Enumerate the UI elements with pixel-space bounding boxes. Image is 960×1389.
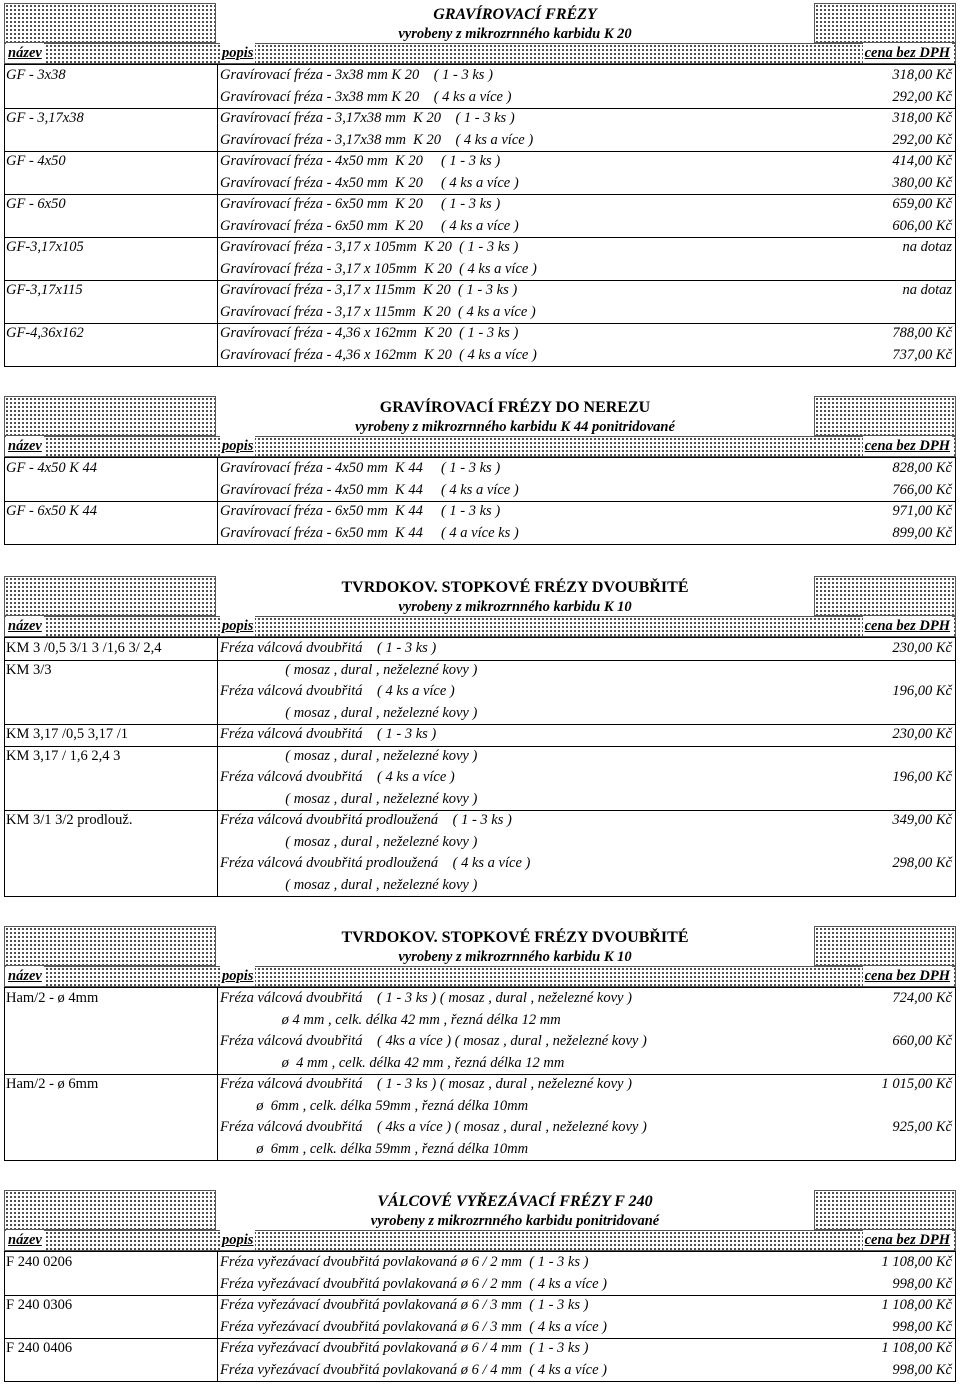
item-code: KM 3,17 /0,5 3,17 /1 xyxy=(6,726,129,742)
item-code xyxy=(6,173,216,195)
item-description: Fréza vyřezávací dvoubřitá povlakovaná ø 6 / 2 mm ( 1 - 3 ks ) xyxy=(220,1254,589,1270)
item-price: 737,00 Kč xyxy=(892,346,952,363)
item-description: ( mosaz , dural , neželezné kovy ) xyxy=(220,747,478,764)
item-description: ( mosaz , dural , neželezné kovy ) xyxy=(220,790,478,807)
item-code xyxy=(6,1317,216,1339)
item-price: 998,00 Kč xyxy=(892,1361,952,1378)
item-code xyxy=(6,1053,216,1075)
item-price: 998,00 Kč xyxy=(892,1318,952,1335)
item-description: ø 6mm , celk. délka 59mm , řezná délka 10mm xyxy=(220,1140,529,1157)
section-title: GRAVÍROVACÍ FRÉZY xyxy=(433,6,597,23)
dotted-panel-left xyxy=(4,3,216,43)
header-description: popis xyxy=(222,968,254,984)
item-description: ( mosaz , dural , neželezné kovy ) xyxy=(220,661,478,678)
item-description: Gravírovací fréza - 4,36 x 162mm K 20 ( 4 ks a více ) xyxy=(220,346,537,363)
section-subtitle: vyrobeny z mikrozrnného karbidu K 10 xyxy=(398,949,632,965)
item-description: ø 6mm , celk. délka 59mm , řezná délka 10mm xyxy=(220,1097,529,1114)
item-price: 899,00 Kč xyxy=(892,524,952,541)
item-code: GF - 3,17x38 xyxy=(6,110,84,126)
item-code: Ham/2 - ø 4mm xyxy=(6,990,99,1006)
item-price xyxy=(814,1053,952,1075)
item-description: Gravírovací fréza - 4x50 mm K 44 ( 1 - 3 ks ) xyxy=(220,460,501,476)
item-price xyxy=(814,703,952,725)
item-price: 292,00 Kč xyxy=(892,88,952,105)
item-price: 1 108,00 Kč xyxy=(881,1254,952,1270)
item-price: 766,00 Kč xyxy=(892,481,952,498)
header-row-background xyxy=(4,966,956,987)
item-price: 925,00 Kč xyxy=(892,1119,952,1135)
item-price xyxy=(814,789,952,811)
item-price xyxy=(814,1010,952,1032)
item-code xyxy=(6,480,216,502)
header-price: cena bez DPH xyxy=(864,968,950,984)
item-price: 1 108,00 Kč xyxy=(881,1297,952,1313)
item-description: Gravírovací fréza - 4x50 mm K 20 ( 1 - 3 ks ) xyxy=(220,153,501,169)
item-code xyxy=(6,681,216,703)
item-description: Fréza válcová dvoubřitá ( 4 ks a více ) xyxy=(220,769,455,785)
item-description: Gravírovací fréza - 6x50 mm K 44 ( 4 a více ks ) xyxy=(220,524,519,541)
item-price: 1 015,00 Kč xyxy=(881,1076,952,1092)
header-row-background xyxy=(4,616,956,637)
item-code xyxy=(6,853,216,875)
item-code xyxy=(6,1274,216,1296)
section-title: TVRDOKOV. STOPKOVÉ FRÉZY DVOUBŘITÉ xyxy=(341,579,689,596)
item-code xyxy=(6,875,216,897)
item-price: na dotaz xyxy=(902,239,952,255)
item-code xyxy=(6,523,216,545)
item-description: Gravírovací fréza - 3,17x38 mm K 20 ( 1 - 3 ks ) xyxy=(220,110,515,126)
section-subtitle: vyrobeny z mikrozrnného karbidu K 20 xyxy=(398,26,632,42)
item-price: 414,00 Kč xyxy=(892,153,952,169)
item-code: Ham/2 - ø 6mm xyxy=(6,1076,99,1092)
header-name: název xyxy=(8,1232,42,1248)
item-price: 196,00 Kč xyxy=(892,769,952,785)
header-price: cena bez DPH xyxy=(864,1232,950,1248)
item-code: KM 3 /0,5 3/1 3 /1,6 3/ 2,4 xyxy=(6,640,162,656)
header-name: název xyxy=(8,45,42,61)
item-description: Gravírovací fréza - 3x38 mm K 20 ( 1 - 3 ks ) xyxy=(220,67,493,83)
item-code xyxy=(6,767,216,789)
item-code xyxy=(6,302,216,324)
item-code xyxy=(6,259,216,281)
item-code xyxy=(6,703,216,725)
item-price xyxy=(814,832,952,854)
header-name: název xyxy=(8,968,42,984)
item-price: 196,00 Kč xyxy=(892,683,952,699)
item-description: Fréza vyřezávací dvoubřitá povlakovaná ø 6 / 3 mm ( 4 ks a více ) xyxy=(220,1318,607,1335)
item-code xyxy=(6,1360,216,1382)
item-price: 230,00 Kč xyxy=(892,726,952,742)
dotted-panel-right xyxy=(814,1190,956,1230)
item-price: 971,00 Kč xyxy=(892,503,952,519)
item-description: Gravírovací fréza - 3,17 x 115mm K 20 ( 1 - 3 ks ) xyxy=(220,282,518,298)
item-code xyxy=(6,1096,216,1118)
item-code: KM 3/1 3/2 prodlouž. xyxy=(6,812,133,828)
item-description: Fréza válcová dvoubřitá ( 4ks a více ) ( mosaz , dural , neželezné kovy ) xyxy=(220,1119,647,1135)
item-code: GF - 3x38 xyxy=(6,67,66,83)
dotted-panel-right xyxy=(814,926,956,966)
item-price: 788,00 Kč xyxy=(892,325,952,341)
item-price: 606,00 Kč xyxy=(892,217,952,234)
item-description: ( mosaz , dural , neželezné kovy ) xyxy=(220,704,478,721)
item-price: 660,00 Kč xyxy=(892,1033,952,1049)
item-description: Fréza válcová dvoubřitá ( 1 - 3 ks ) xyxy=(220,726,437,742)
item-description: ( mosaz , dural , neželezné kovy ) xyxy=(220,876,478,893)
item-price: 292,00 Kč xyxy=(892,131,952,148)
header-row-background xyxy=(4,436,956,457)
item-price xyxy=(814,746,952,768)
item-code xyxy=(6,1031,216,1053)
item-code: GF - 4x50 K 44 xyxy=(6,460,98,476)
dotted-panel-right xyxy=(814,396,956,436)
item-code xyxy=(6,87,216,109)
item-description: Gravírovací fréza - 4x50 mm K 20 ( 4 ks a více ) xyxy=(220,174,519,191)
item-price: 659,00 Kč xyxy=(892,196,952,212)
section-title: GRAVÍROVACÍ FRÉZY DO NEREZU xyxy=(379,399,651,416)
dotted-panel-left xyxy=(4,1190,216,1230)
header-description: popis xyxy=(222,45,254,61)
item-price: 724,00 Kč xyxy=(892,990,952,1006)
item-description: Fréza vyřezávací dvoubřitá povlakovaná ø 6 / 4 mm ( 4 ks a více ) xyxy=(220,1361,607,1378)
item-description: Fréza válcová dvoubřitá ( 4ks a více ) ( mosaz , dural , neželezné kovy ) xyxy=(220,1033,647,1049)
item-code xyxy=(6,1117,216,1139)
item-code: GF-4,36x162 xyxy=(6,325,84,341)
section-subtitle: vyrobeny z mikrozrnného karbidu ponitridované xyxy=(370,1213,660,1229)
header-row-background xyxy=(4,43,956,64)
header-name: název xyxy=(8,618,42,634)
dotted-panel-right xyxy=(814,576,956,616)
item-description: Gravírovací fréza - 4x50 mm K 44 ( 4 ks a více ) xyxy=(220,481,519,498)
item-code xyxy=(6,789,216,811)
item-description: Fréza válcová dvoubřitá ( 1 - 3 ks ) ( mosaz , dural , neželezné kovy ) xyxy=(220,990,632,1006)
item-description: Fréza válcová dvoubřitá ( 1 - 3 ks ) ( mosaz , dural , neželezné kovy ) xyxy=(220,1076,632,1092)
item-description: Gravírovací fréza - 3,17x38 mm K 20 ( 4 ks a více ) xyxy=(220,131,534,148)
item-price xyxy=(814,1096,952,1118)
item-code: F 240 0206 xyxy=(6,1254,73,1270)
item-code xyxy=(6,832,216,854)
item-price: 318,00 Kč xyxy=(892,110,952,126)
section-subtitle: vyrobeny z mikrozrnného karbidu K 10 xyxy=(398,599,632,615)
item-description: ( mosaz , dural , neželezné kovy ) xyxy=(220,833,478,850)
item-code xyxy=(6,216,216,238)
column-divider-code xyxy=(217,1251,218,1382)
header-price: cena bez DPH xyxy=(864,438,950,454)
item-code xyxy=(6,1010,216,1032)
item-description: Gravírovací fréza - 6x50 mm K 20 ( 4 ks a více ) xyxy=(220,217,519,234)
header-description: popis xyxy=(222,618,254,634)
header-row-background xyxy=(4,1230,956,1251)
item-code: GF - 6x50 xyxy=(6,196,66,212)
item-description: Fréza vyřezávací dvoubřitá povlakovaná ø 6 / 4 mm ( 1 - 3 ks ) xyxy=(220,1340,589,1356)
item-price: na dotaz xyxy=(902,282,952,298)
item-description: Gravírovací fréza - 6x50 mm K 20 ( 1 - 3 ks ) xyxy=(220,196,501,212)
item-price: 998,00 Kč xyxy=(892,1275,952,1292)
item-price: 349,00 Kč xyxy=(892,812,952,828)
column-divider-code xyxy=(217,637,218,897)
item-description: Gravírovací fréza - 3,17 x 105mm K 20 ( 1 - 3 ks ) xyxy=(220,239,519,255)
item-description: Fréza vyřezávací dvoubřitá povlakovaná ø 6 / 2 mm ( 4 ks a více ) xyxy=(220,1275,607,1292)
item-price: 1 108,00 Kč xyxy=(881,1340,952,1356)
item-price xyxy=(814,1139,952,1161)
item-price: 230,00 Kč xyxy=(892,640,952,656)
dotted-panel-left xyxy=(4,926,216,966)
item-code xyxy=(6,345,216,367)
header-description: popis xyxy=(222,1232,254,1248)
item-price: 828,00 Kč xyxy=(892,460,952,476)
item-description: ø 4 mm , celk. délka 42 mm , řezná délka 12 mm xyxy=(220,1011,561,1028)
item-code: F 240 0406 xyxy=(6,1340,73,1356)
header-price: cena bez DPH xyxy=(864,45,950,61)
item-price xyxy=(814,259,952,281)
item-description: Fréza válcová dvoubřitá ( 1 - 3 ks ) xyxy=(220,640,437,656)
header-description: popis xyxy=(222,438,254,454)
item-code: GF-3,17x105 xyxy=(6,239,84,255)
column-divider-code xyxy=(217,64,218,367)
section-title: TVRDOKOV. STOPKOVÉ FRÉZY DVOUBŘITÉ xyxy=(341,929,689,946)
item-code: KM 3,17 / 1,6 2,4 3 xyxy=(6,747,121,764)
item-price: 380,00 Kč xyxy=(892,174,952,191)
item-price xyxy=(814,660,952,682)
dotted-panel-left xyxy=(4,576,216,616)
item-description: Gravírovací fréza - 4,36 x 162mm K 20 ( 1 - 3 ks ) xyxy=(220,325,519,341)
section-title: VÁLCOVÉ VYŘEZÁVACÍ FRÉZY F 240 xyxy=(377,1193,653,1210)
item-code: GF - 6x50 K 44 xyxy=(6,503,98,519)
header-name: název xyxy=(8,438,42,454)
item-price xyxy=(814,302,952,324)
item-description: Gravírovací fréza - 3x38 mm K 20 ( 4 ks a více ) xyxy=(220,88,512,105)
item-code xyxy=(6,130,216,152)
item-description: Fréza vyřezávací dvoubřitá povlakovaná ø 6 / 3 mm ( 1 - 3 ks ) xyxy=(220,1297,589,1313)
item-description: Gravírovací fréza - 3,17 x 105mm K 20 ( 4 ks a více ) xyxy=(220,260,537,277)
dotted-panel-right xyxy=(814,3,956,43)
item-price: 318,00 Kč xyxy=(892,67,952,83)
header-price: cena bez DPH xyxy=(864,618,950,634)
item-code: F 240 0306 xyxy=(6,1297,73,1313)
item-description: Fréza válcová dvoubřitá prodloužená ( 1 - 3 ks ) xyxy=(220,812,512,828)
item-price xyxy=(814,875,952,897)
item-price: 298,00 Kč xyxy=(892,855,952,871)
item-code: KM 3/3 xyxy=(6,661,52,678)
section-subtitle: vyrobeny z mikrozrnného karbidu K 44 ponitridované xyxy=(355,419,675,435)
dotted-panel-left xyxy=(4,396,216,436)
item-code: GF-3,17x115 xyxy=(6,282,83,298)
item-code xyxy=(6,1139,216,1161)
item-description: Gravírovací fréza - 6x50 mm K 44 ( 1 - 3 ks ) xyxy=(220,503,501,519)
item-code: GF - 4x50 xyxy=(6,153,66,169)
item-description: Gravírovací fréza - 3,17 x 115mm K 20 ( 4 ks a více ) xyxy=(220,303,536,320)
item-description: Fréza válcová dvoubřitá ( 4 ks a více ) xyxy=(220,683,455,699)
item-description: ø 4 mm , celk. délka 42 mm , řezná délka 12 mm xyxy=(220,1054,565,1071)
item-description: Fréza válcová dvoubřitá prodloužená ( 4 ks a více ) xyxy=(220,855,531,871)
